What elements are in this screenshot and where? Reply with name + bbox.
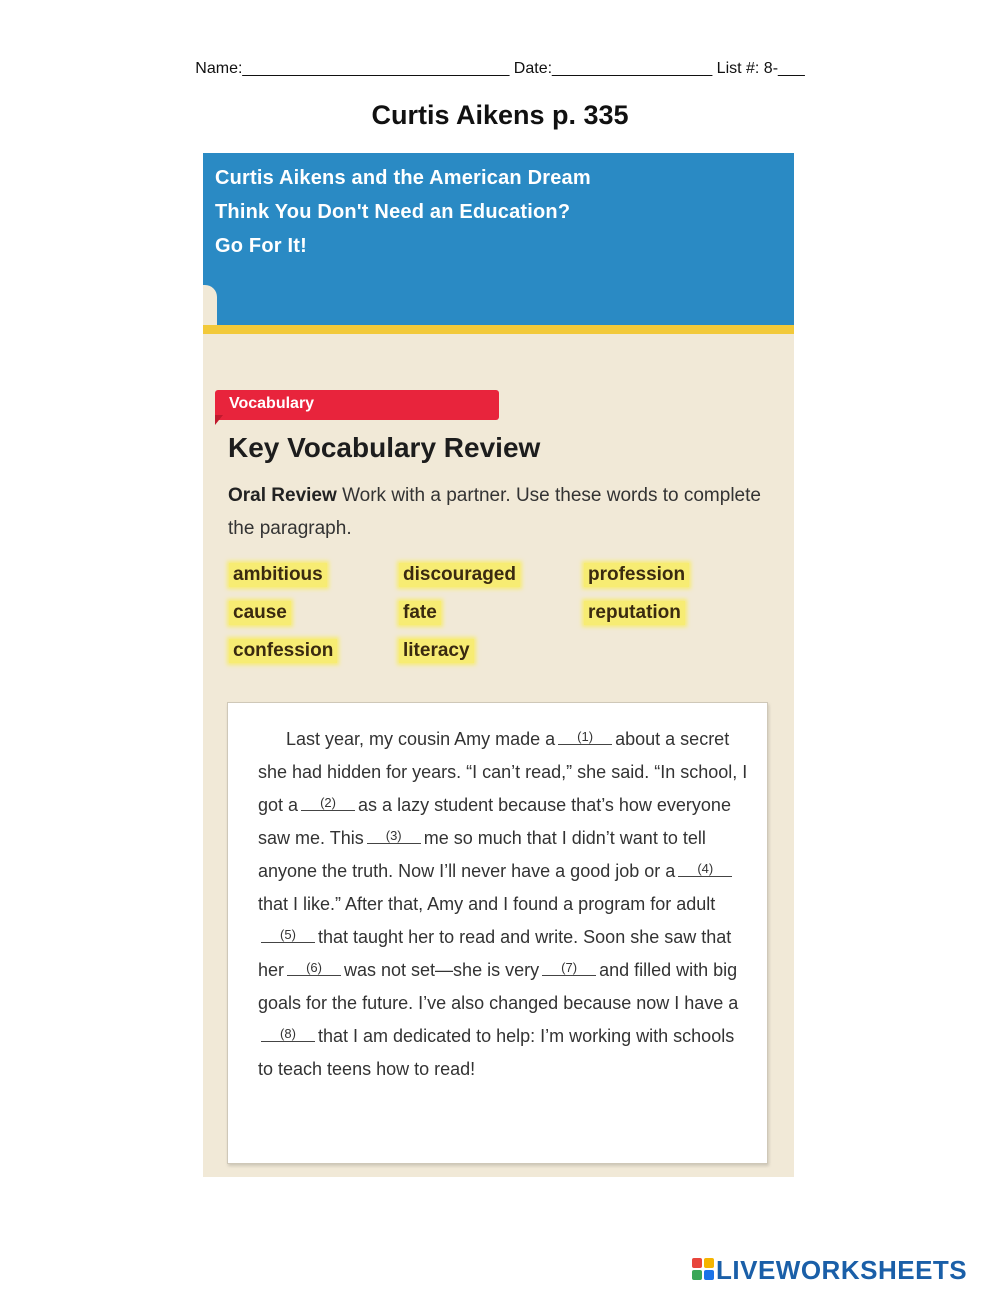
banner-accent-strip <box>203 325 794 334</box>
blank-3[interactable]: (3) <box>367 829 421 844</box>
passage-text: Last year, my cousin Amy made a <box>286 729 556 749</box>
liveworksheets-logo-text: LIVEWORKSHEETS <box>716 1255 968 1285</box>
vocabulary-tab-label: Vocabulary <box>229 395 315 412</box>
blank-5[interactable]: (5) <box>261 928 315 943</box>
blank-7[interactable]: (7) <box>542 961 596 976</box>
instructions <box>228 479 768 545</box>
instructions-label: Oral Review <box>228 485 337 506</box>
vocab-word-confession: confession <box>229 639 337 663</box>
blank-2[interactable]: (2) <box>301 796 355 811</box>
blank-6[interactable]: (6) <box>287 961 341 976</box>
passage-text: about a secret she had hidden for years. “I can’t read,” she said. “In school, I got a <box>258 729 748 815</box>
name-date-list-line: Name:______________________________ Date:__________________ List #: 8-___ <box>195 60 805 77</box>
passage-text: that I like.” After that, Amy and I found a program for adult <box>258 894 716 914</box>
passage-text: and filled with big goals for the future. I’ve also changed because now I have a <box>258 960 739 1013</box>
passage-text: as a lazy student because that’s how everyone saw me. This <box>258 795 731 848</box>
banner-line-1: Curtis Aikens and the American Dream <box>215 167 591 189</box>
passage-box <box>227 702 768 1164</box>
vocabulary-tab-tail <box>215 415 223 425</box>
vocab-word-reputation: reputation <box>584 601 685 625</box>
banner-notch <box>203 285 217 325</box>
cloze-passage <box>258 723 748 1086</box>
banner-line-3: Go For It! <box>215 235 307 257</box>
textbook-page-image <box>203 153 794 1177</box>
vocab-word-discouraged: discouraged <box>399 563 520 587</box>
liveworksheets-logo <box>692 1255 992 1283</box>
title-banner <box>203 153 794 325</box>
vocab-word-ambitious: ambitious <box>229 563 327 587</box>
blank-8[interactable]: (8) <box>261 1027 315 1042</box>
vocabulary-tab <box>215 390 499 420</box>
blank-1[interactable]: (1) <box>558 730 612 745</box>
vocab-word-cause: cause <box>229 601 291 625</box>
passage-text: that I am dedicated to help: I’m working with schools to teach teens how to read! <box>258 1026 735 1079</box>
vocab-word-profession: profession <box>584 563 689 587</box>
instructions-text: Work with a partner. Use these words to complete the paragraph. <box>228 485 761 539</box>
blank-4[interactable]: (4) <box>678 862 732 877</box>
passage-text: me so much that I didn’t want to tell anyone the truth. Now I’ll never have a good job or a <box>258 828 706 881</box>
vocab-word-literacy: literacy <box>399 639 474 663</box>
document-title: Curtis Aikens p. 335 <box>371 100 629 130</box>
passage-text: that taught her to read and write. Soon she saw that her <box>258 927 732 980</box>
banner-line-2: Think You Don't Need an Education? <box>215 201 571 223</box>
vocab-word-fate: fate <box>399 601 441 625</box>
liveworksheets-logo-icon <box>692 1258 714 1280</box>
passage-text: was not set—she is very <box>344 960 540 980</box>
section-heading: Key Vocabulary Review <box>228 432 541 463</box>
